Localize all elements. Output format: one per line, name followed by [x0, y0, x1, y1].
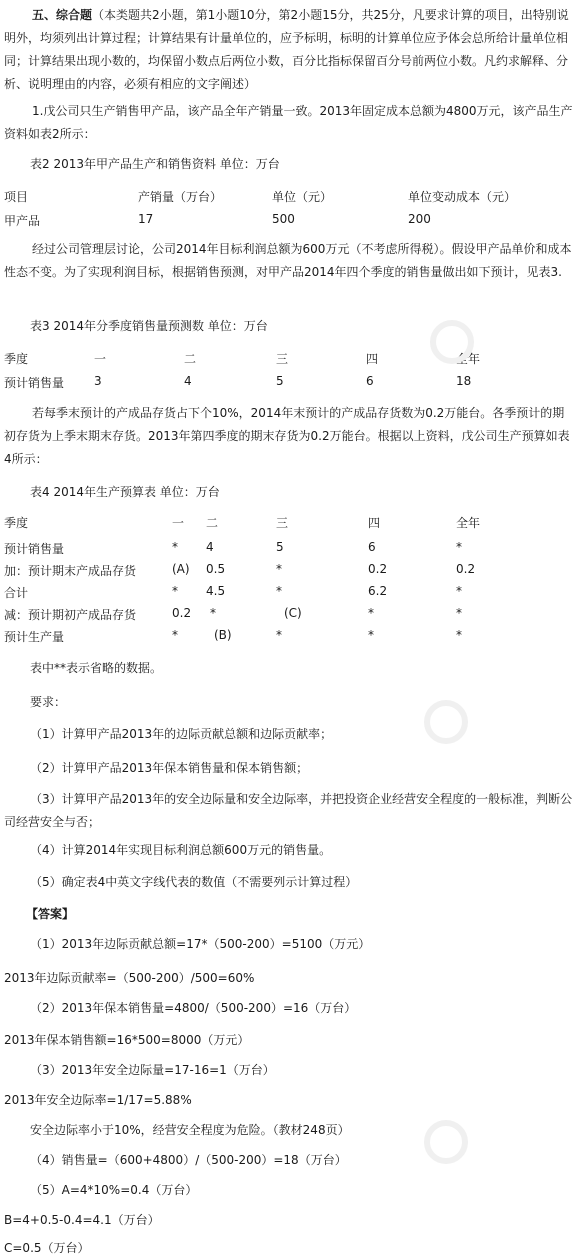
table4-cell: (A): [172, 562, 190, 576]
requirements-label: 要求：: [30, 695, 67, 709]
table3-header-year: 全年: [456, 352, 481, 366]
table2-header-volume: 产销量（万台）: [138, 190, 223, 204]
table4-row-label: 合计: [4, 586, 29, 600]
table2-header-varcost: 单位变动成本（元）: [408, 190, 517, 204]
answer-line: 2013年边际贡献率=（500-200）/500=60%: [4, 971, 255, 985]
table2-cell-volume: 17: [138, 212, 154, 226]
table3-title: 表3 2014年分季度销售量预测数 单位：万台: [30, 319, 268, 333]
table3-header-q4: 四: [366, 352, 379, 366]
table3-header-q2: 二: [184, 352, 197, 366]
table4-cell: *: [276, 628, 282, 642]
table3-cell-year: 18: [456, 374, 472, 388]
table4-header-q4: 四: [368, 516, 381, 530]
section-instructions: （本类题共2小题，第1小题10分，第2小题15分，共25分，凡要求计算的项目，出特别说明外，均须列出计算过程；计算结果有计量单位的，应予标明，标明的计算单位应予体会总所给计量单位相同；计算结果出现小数的，均保留小数点后两位小数，百分比指标保留百分号前两位小数。凡约求解释、分析、说明理由的内容，必须有相应的文字阐述）: [4, 8, 569, 91]
table4-header-q3: 三: [276, 516, 289, 530]
table4-cell: *: [368, 628, 374, 642]
table4-cell: *: [456, 628, 462, 642]
table3-header-q1: 一: [94, 352, 107, 366]
table2-cell-price: 500: [272, 212, 295, 226]
table3-header-q3: 三: [276, 352, 289, 366]
table4-cell: 5: [276, 540, 284, 554]
table4-cell: *: [456, 540, 462, 554]
answer-line: （4）销售量=（600+4800）/（500-200）=18（万台）: [30, 1153, 347, 1167]
table4-cell: 0.2: [368, 562, 388, 576]
table4-title: 表4 2014年生产预算表 单位：万台: [30, 485, 220, 499]
watermark-icon: [430, 320, 474, 364]
paragraph-2: 经过公司管理层讨论，公司2014年目标利润总额为600万元（不考虑所得税）。假设甲产品单价和成本性态不变。为了实现利润目标，根据销售预测，对甲产品2014年四个季度的销售量做出如下预计，见表3.: [4, 242, 572, 279]
table4-row-label: 预计销售量: [4, 542, 65, 556]
table4-row-label: 减：预计期初产成品存货: [4, 608, 137, 622]
table3-cell-q4: 6: [366, 374, 374, 388]
table4-cell: *: [172, 540, 178, 554]
table4-cell: 6.2: [368, 584, 388, 598]
table4-cell: 6: [368, 540, 376, 554]
table2-cell-product: 甲产品: [4, 214, 41, 228]
table3-cell-label: 预计销售量: [4, 376, 65, 390]
section-intro: [4, 4, 576, 96]
requirement-3: （3）计算甲产品2013年的安全边际量和安全边际率，并把投资企业经营安全程度的一般标准，判断公司经营安全与否；: [4, 792, 573, 829]
section-heading: 五、综合题: [32, 8, 93, 22]
answer-line: 2013年保本销售额=16*500=8000（万元）: [4, 1033, 250, 1047]
table3-cell-q3: 5: [276, 374, 284, 388]
table4-cell: *: [172, 584, 178, 598]
watermark-icon: [424, 700, 468, 744]
table4-cell: *: [456, 606, 462, 620]
table4-cell: 4: [206, 540, 214, 554]
table4-cell: 0.5: [206, 562, 226, 576]
table4-cell: 0.2: [456, 562, 476, 576]
table4-cell: *: [210, 606, 216, 620]
answer-line: （3）2013年安全边际量=17-16=1（万台）: [30, 1063, 275, 1077]
watermark-icon: [424, 1120, 468, 1164]
requirement-2: （2）计算甲产品2013年保本销售量和保本销售额；: [30, 761, 309, 775]
table2-title: 表2 2013年甲产品生产和销售资料 单位：万台: [30, 157, 280, 171]
table4-header-q1: 一: [172, 516, 185, 530]
table4-header-year: 全年: [456, 516, 481, 530]
table4-cell: *: [172, 628, 178, 642]
table3-cell-q2: 4: [184, 374, 192, 388]
requirement-1: （1）计算甲产品2013年的边际贡献总额和边际贡献率；: [30, 727, 333, 741]
answer-line: C=0.5（万台）: [4, 1241, 90, 1255]
table3-cell-q1: 3: [94, 374, 102, 388]
table2-header-price: 单位（元）: [272, 190, 333, 204]
table4-cell: *: [276, 562, 282, 576]
table4-cell: *: [368, 606, 374, 620]
table2-cell-varcost: 200: [408, 212, 431, 226]
answer-line: B=4+0.5-0.4=4.1（万台）: [4, 1213, 160, 1227]
answer-line: 2013年安全边际率=1/17=5.88%: [4, 1093, 192, 1107]
table2-header-item: 项目: [4, 190, 29, 204]
requirement-5: （5）确定表4中英文字线代表的数值（不需要列示计算过程）: [30, 875, 358, 889]
table3-header-quarter: 季度: [4, 352, 29, 366]
table4-note: 表中**表示省略的数据。: [30, 661, 163, 675]
paragraph-3: 若每季末预计的产成品存货占下个10%，2014年末预计的产成品存货数为0.2万能台。各季预计的期初存货为上季末期末存货。2013年第四季度的期末存货为0.2万能台。根据以上资料，戊公司生产预算如表4所示：: [4, 406, 570, 466]
table4-cell: *: [456, 584, 462, 598]
answer-label: 【答案】: [26, 907, 75, 921]
table4-cell: 4.5: [206, 584, 226, 598]
table4-cell: (C): [284, 606, 302, 620]
answer-line: 安全边际率小于10%，经营安全程度为危险。（教材248页）: [30, 1123, 350, 1137]
table4-cell: (B): [214, 628, 232, 642]
answer-line: （2）2013年保本销售量=4800/（500-200）=16（万台）: [30, 1001, 357, 1015]
question-intro: 1.戊公司只生产销售甲产品，该产品全年产销量一致。2013年固定成本总额为4800万元，该产品生产资料如表2所示：: [4, 104, 573, 141]
answer-line: （5）A=4*10%=0.4（万台）: [30, 1183, 198, 1197]
table4-row-label: 预计生产量: [4, 630, 65, 644]
table4-cell: *: [276, 584, 282, 598]
table4-header-quarter: 季度: [4, 516, 29, 530]
table4-header-q2: 二: [206, 516, 219, 530]
table4-cell: 0.2: [172, 606, 192, 620]
table4-row-label: 加：预计期末产成品存货: [4, 564, 137, 578]
requirement-4: （4）计算2014年实现目标利润总额600万元的销售量。: [30, 843, 332, 857]
answer-line: （1）2013年边际贡献总额=17*（500-200）=5100（万元）: [30, 937, 371, 951]
